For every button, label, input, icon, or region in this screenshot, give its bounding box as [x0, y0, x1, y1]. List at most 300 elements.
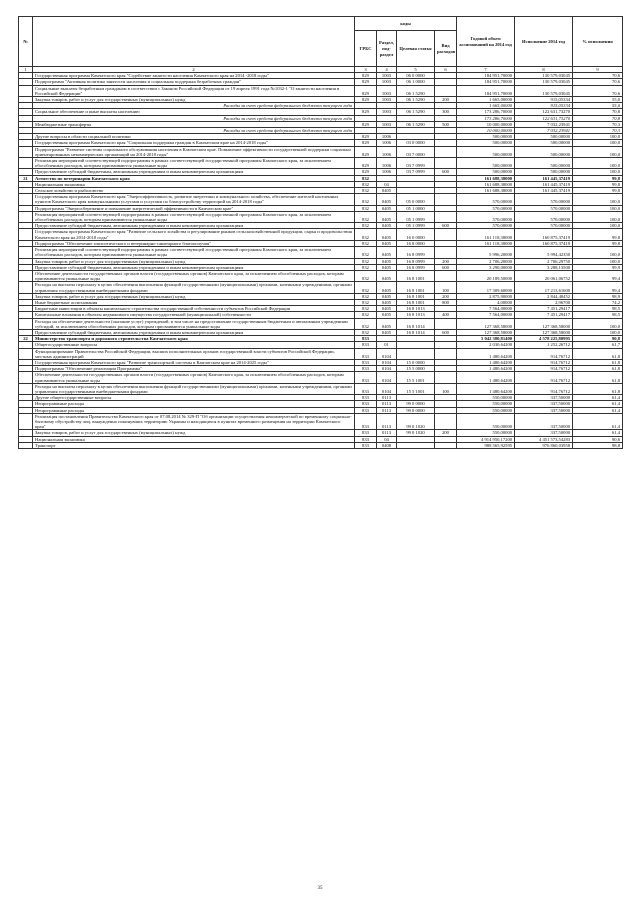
row-plan: 500,00000: [457, 140, 515, 146]
table-row: [19, 348, 623, 359]
row-exptype: 600: [435, 329, 457, 335]
row-grbs: 832: [355, 181, 377, 187]
row-name: Другие общегосударственные вопросы: [33, 395, 355, 401]
row-pct: 99,8: [573, 229, 623, 240]
row-grbs: 832: [355, 175, 377, 181]
row-exec: 2,96700: [515, 299, 573, 305]
row-name: Предоставление субсидий бюджетным, автономным учреждениям и иным некоммерческим организациям: [33, 223, 355, 229]
row-plan: 161 688,38000: [457, 181, 515, 187]
row-plan: 570,00000: [457, 194, 515, 205]
row-exec: 160 875,37419: [515, 229, 573, 240]
row-target: 03 0 0000: [397, 140, 435, 146]
row-plan: 161 118,38000: [457, 240, 515, 246]
row-pct: 98,5: [573, 306, 623, 312]
row-pct: 100,0: [573, 158, 623, 169]
row-exec: 130 579,03045: [515, 79, 573, 85]
row-name: Государственная программа Камчатского края "Развитие сельского хозяйства и регулирование рынков сельскохозяйственной продукции, сырья и продовольствия Камчатского края на 2014-2018 годы": [33, 229, 355, 240]
budget-table: [18, 16, 623, 449]
row-target: [397, 348, 435, 359]
row-grbs: 832: [355, 312, 377, 318]
row-name: Расходы на выплаты персоналу в целях обеспечения выполнения функций государственными (муниципальными) органами, казенными учреждениями, органами управления государственными внебюджетными фондами: [33, 383, 355, 394]
row-pct: 61,8: [573, 359, 623, 365]
row-exptype: 600: [435, 223, 457, 229]
row-section: 04: [377, 436, 397, 442]
row-plan: 4 914 950,17200: [457, 436, 515, 442]
row-target: 06 1 5290: [397, 97, 435, 103]
row-exec: 337,50000: [515, 413, 573, 430]
row-grbs: 833: [355, 336, 377, 342]
row-name: Расходы за счет средств федерального бюджета текущего года: [33, 115, 355, 121]
row-section: 1006: [377, 140, 397, 146]
row-pct: 100,0: [573, 318, 623, 329]
row-name: Предоставление субсидий бюджетным, автономным учреждениям и иным некоммерческим организациям: [33, 264, 355, 270]
row-exptype: 500: [435, 121, 457, 127]
row-pct: 100,0: [573, 329, 623, 335]
row-target: 03 7 0999: [397, 169, 435, 175]
row-grbs: 833: [355, 372, 377, 383]
row-name: Общегосударственные вопросы: [33, 342, 355, 348]
header-num: №: [19, 17, 33, 67]
row-plan: 500,00000: [457, 146, 515, 157]
row-plan: 127 368,58000: [457, 329, 515, 335]
row-section: 1006: [377, 158, 397, 169]
row-plan: 10 000,00000: [457, 121, 515, 127]
row-exec: 160 875,37419: [515, 240, 573, 246]
row-pct: 70,3: [573, 128, 623, 134]
row-exec: 914,76712: [515, 366, 573, 372]
row-plan: 1 665,00000: [457, 103, 515, 109]
row-num: [19, 194, 33, 205]
row-exptype: 800: [435, 299, 457, 305]
row-exec: 127 368,58000: [515, 329, 573, 335]
row-name: Закупка товаров, работ и услуг для государственных (муниципальных) нужд: [33, 293, 355, 299]
row-section: 0104: [377, 366, 397, 372]
row-exec: 7 032,23941: [515, 121, 573, 127]
page-number: 35: [317, 886, 323, 891]
row-exec: 914,76712: [515, 372, 573, 383]
row-name: Межбюджетные трансферты: [33, 121, 355, 127]
row-exec: 127 368,58000: [515, 318, 573, 329]
header-exec: Исполнение 2014 год: [515, 17, 573, 67]
row-target: 05 0 0000: [397, 194, 435, 205]
row-target: 16 8 0999: [397, 247, 435, 258]
row-grbs: 833: [355, 436, 377, 442]
row-section: 1003: [377, 121, 397, 127]
row-grbs: 833: [355, 407, 377, 413]
row-grbs: 829: [355, 169, 377, 175]
row-section: 4: [377, 67, 397, 73]
row-pct: 55,0: [573, 97, 623, 103]
row-exptype: 200: [435, 258, 457, 264]
row-pct: 99,8: [573, 240, 623, 246]
row-pct: 90,6: [573, 436, 623, 442]
row-target: 16 8 1001: [397, 282, 435, 293]
row-target: 06 1 5290: [397, 121, 435, 127]
row-section: 0405: [377, 318, 397, 329]
header-plan: Годовой объем ассигнований на 2014 год: [457, 17, 515, 67]
row-exec: 500,00000: [515, 158, 573, 169]
row-grbs: 833: [355, 342, 377, 348]
header-section: Раздел, под-раздел: [377, 31, 397, 67]
row-pct: 70,8: [573, 115, 623, 121]
row-plan: 161 688,38000: [457, 175, 515, 181]
row-num: 1: [19, 67, 33, 73]
row-target: 99 0 0000: [397, 407, 435, 413]
row-pct: 99,8: [573, 175, 623, 181]
row-exec: 17 213,61600: [515, 282, 573, 293]
table-row: [19, 211, 623, 222]
row-pct: 61,8: [573, 372, 623, 383]
row-plan: 988 565,92595: [457, 442, 515, 448]
row-section: 0405: [377, 258, 397, 264]
row-target: 15 5 1001: [397, 372, 435, 383]
row-plan: 161 688,38000: [457, 188, 515, 194]
row-target: 06 1 5290: [397, 85, 435, 96]
row-plan: 5 042 380,81400: [457, 336, 515, 342]
row-exec: 161 445,37419: [515, 181, 573, 187]
row-target: 06 0 0000: [397, 73, 435, 79]
row-plan: 184 951,70000: [457, 85, 515, 96]
row-section: 0405: [377, 247, 397, 258]
row-exptype: [435, 270, 457, 281]
row-pct: 61,4: [573, 407, 623, 413]
row-name: Предоставление субсидий бюджетным, автономным учреждениям и иным некоммерческим организациям: [33, 169, 355, 175]
row-plan: 3 290,00000: [457, 264, 515, 270]
row-exec: 915,05334: [515, 97, 573, 103]
row-pct: 100,0: [573, 169, 623, 175]
row-name: Подпрограмма "Активная политика занятости населения и социальная поддержка безработных граждан": [33, 79, 355, 85]
row-plan: 1 480,64200: [457, 383, 515, 394]
row-exptype: [435, 85, 457, 96]
row-plan: 5 996,20000: [457, 247, 515, 258]
row-target: 16 8 1014: [397, 318, 435, 329]
row-plan: 570,00000: [457, 211, 515, 222]
row-name: Государственная программа Камчатского края "Энергоэффективность, развитие энергетики и коммунального хозяйства, обеспечение жителей населенных пунктов Камчатского края коммунальными услугами и услугами по благоустройству территорий на 2014-2018 годы": [33, 194, 355, 205]
row-pct: 98,9: [573, 293, 623, 299]
row-grbs: 832: [355, 194, 377, 205]
row-section: 0405: [377, 211, 397, 222]
row-grbs: 832: [355, 229, 377, 240]
row-exec: 337,50000: [515, 407, 573, 413]
row-plan: 184 951,70000: [457, 73, 515, 79]
row-exec: 570,00000: [515, 211, 573, 222]
row-exec: 337,50000: [515, 430, 573, 436]
row-name: Реализация мероприятий соответствующей подпрограммы в рамках соответствующей государственной программы Камчатского края, за исключением обособленных расходов, которым присваиваются уникальные коды: [33, 247, 355, 258]
row-exec: 500,00000: [515, 140, 573, 146]
row-grbs: 832: [355, 282, 377, 293]
table-row: [19, 372, 623, 383]
row-name: Национальная экономика: [33, 181, 355, 187]
row-plan: 161 118,38000: [457, 229, 515, 240]
row-num: [19, 270, 33, 281]
row-pct: 100,0: [573, 205, 623, 211]
table-row: [19, 270, 623, 281]
row-name: Закупка товаров, работ и услуг для государственных (муниципальных) нужд: [33, 430, 355, 436]
row-pct: 100,0: [573, 194, 623, 205]
row-plan: 173 286,70000: [457, 115, 515, 121]
row-num: [19, 442, 33, 448]
row-grbs: 832: [355, 329, 377, 335]
row-grbs: 833: [355, 430, 377, 436]
row-pct: 100,0: [573, 140, 623, 146]
row-exptype: 200: [435, 293, 457, 299]
row-grbs: 833: [355, 401, 377, 407]
row-grbs: 832: [355, 299, 377, 305]
row-section: 0405: [377, 329, 397, 335]
row-num: [19, 146, 33, 157]
row-pct: 74,2: [573, 299, 623, 305]
row-grbs: 832: [355, 270, 377, 281]
row-num: [19, 318, 33, 329]
row-grbs: 832: [355, 306, 377, 312]
row-target: 16 8 0999: [397, 258, 435, 264]
row-exec: 914,76712: [515, 348, 573, 359]
row-section: 1006: [377, 134, 397, 140]
row-pct: 99,4: [573, 282, 623, 293]
row-plan: 10 000,00000: [457, 128, 515, 134]
row-target: 16 8 0000: [397, 240, 435, 246]
row-target: 99 0 1020: [397, 430, 435, 436]
row-exec: 570,00000: [515, 223, 573, 229]
row-pct: 100,0: [573, 134, 623, 140]
row-plan: 550,00000: [457, 401, 515, 407]
row-exec: 161 445,37419: [515, 188, 573, 194]
header-name: [33, 17, 355, 67]
row-grbs: 832: [355, 264, 377, 270]
row-section: 1006: [377, 146, 397, 157]
row-name: Бюджетные инвестиции в объекты капитального строительства государственной собственности субъектов Российской Федерации: [33, 306, 355, 312]
row-exptype: [435, 348, 457, 359]
row-exptype: 100: [435, 282, 457, 293]
row-exec: 914,76712: [515, 383, 573, 394]
row-exptype: 200: [435, 430, 457, 436]
row-num: [19, 282, 33, 293]
row-plan: 2 875,90000: [457, 293, 515, 299]
row-name: Подпрограмма "Энергосбережение и повышение энергетической эффективности в Камчатском крае": [33, 205, 355, 211]
row-name: Социальные выплаты безработным гражданам в соответствии с Законом Российской Федерации от 19 апреля 1991 года №1032-1 "О занятости населения в Российской Федерации": [33, 85, 355, 96]
row-exec: 914,76712: [515, 359, 573, 365]
row-exec: 2 706,29750: [515, 258, 573, 264]
row-section: 0104: [377, 348, 397, 359]
row-section: 0405: [377, 293, 397, 299]
row-name: Иные бюджетные ассигнования: [33, 299, 355, 305]
table-row: [19, 413, 623, 430]
row-plan: 7 564,00000: [457, 312, 515, 318]
row-grbs: 833: [355, 359, 377, 365]
row-target: 99 0 0000: [397, 401, 435, 407]
row-section: 0113: [377, 395, 397, 401]
row-section: 0405: [377, 299, 397, 305]
row-section: 01: [377, 342, 397, 348]
row-name: Государственная программа Камчатского края "Социальная поддержка граждан в Камчатском крае на 2014-2018 годы": [33, 140, 355, 146]
row-name: Закупка товаров, работ и услуг для государственных (муниципальных) нужд: [33, 258, 355, 264]
row-pct: 61,7: [573, 342, 623, 348]
row-plan: 570,00000: [457, 205, 515, 211]
row-section: 0405: [377, 312, 397, 318]
row-num: 22: [19, 336, 33, 342]
row-section: 0113: [377, 401, 397, 407]
row-name: Реализация мероприятий соответствующей подпрограммы в рамках соответствующей государственной программы Камчатского края, за исключением обособленных расходов, которым присваиваются уникальные коды: [33, 211, 355, 222]
row-grbs: 829: [355, 140, 377, 146]
row-target: 16 8 1001: [397, 299, 435, 305]
row-exptype: 600: [435, 264, 457, 270]
row-exec: 122 631,73270: [515, 109, 573, 115]
row-num: [19, 383, 33, 394]
row-section: 0113: [377, 407, 397, 413]
row-grbs: 833: [355, 395, 377, 401]
row-plan: 1 480,64200: [457, 348, 515, 359]
row-grbs: 832: [355, 223, 377, 229]
row-section: 0405: [377, 205, 397, 211]
row-plan: 20 189,50000: [457, 270, 515, 281]
row-plan: 17 309,60000: [457, 282, 515, 293]
row-grbs: 833: [355, 442, 377, 448]
row-exec: 4 451 573,54283: [515, 436, 573, 442]
row-section: 0405: [377, 223, 397, 229]
row-name: Социальное обеспечение и иные выплаты населению: [33, 109, 355, 115]
row-target: 16 8 1014: [397, 329, 435, 335]
row-grbs: 833: [355, 413, 377, 430]
row-exptype: [435, 413, 457, 430]
row-pct: 99,8: [573, 181, 623, 187]
row-section: 04: [377, 181, 397, 187]
table-row: [19, 383, 623, 394]
row-target: 16 8 1001: [397, 270, 435, 281]
row-section: 1003: [377, 73, 397, 79]
row-name: Подпрограмма "Обеспечение реализации Программы": [33, 366, 355, 372]
row-num: [19, 247, 33, 258]
row-grbs: 832: [355, 205, 377, 211]
row-grbs: 832: [355, 211, 377, 222]
row-pct: 98,8: [573, 442, 623, 448]
row-name: Реализация мероприятий соответствующей подпрограммы в рамках соответствующей государственной программы Камчатского края, за исключением обособленных расходов, которым присваиваются уникальные коды: [33, 158, 355, 169]
row-section: 0113: [377, 430, 397, 436]
row-section: 1006: [377, 169, 397, 175]
table-row: [19, 194, 623, 205]
row-exptype: 300: [435, 109, 457, 115]
row-target: 5: [397, 67, 435, 73]
row-pct: 70,6: [573, 79, 623, 85]
row-exec: 7 032,23941: [515, 128, 573, 134]
row-exec: 7 451,29417: [515, 312, 573, 318]
row-pct: 100,0: [573, 247, 623, 258]
row-exptype: 200: [435, 97, 457, 103]
row-section: 0405: [377, 306, 397, 312]
row-target: 15 0 0000: [397, 359, 435, 365]
row-target: 03 7 0000: [397, 146, 435, 157]
row-exptype: 100: [435, 383, 457, 394]
row-name: Предоставление субсидий бюджетным, автономным учреждениям и иным некоммерческим организациям: [33, 329, 355, 335]
row-pct: 61,8: [573, 348, 623, 359]
row-grbs: 832: [355, 293, 377, 299]
row-pct: 70,6: [573, 85, 623, 96]
row-num: [19, 413, 33, 430]
row-name: Другие вопросы в области социальной политики: [33, 134, 355, 140]
row-plan: 184 951,70000: [457, 79, 515, 85]
table-row: [19, 158, 623, 169]
row-exec: 20 061,06752: [515, 270, 573, 281]
row-target: 16 8 1013: [397, 312, 435, 318]
row-exptype: [435, 158, 457, 169]
row-target: 06 1 0000: [397, 79, 435, 85]
row-name: Расходы за счет средств федерального бюджета текущего года: [33, 103, 355, 109]
row-exec: 130 579,03045: [515, 85, 573, 96]
row-exec: 130 579,03045: [515, 73, 573, 79]
table-row: [19, 442, 623, 448]
row-exec: 161 445,37419: [515, 175, 573, 181]
row-pct: 9: [573, 67, 623, 73]
row-name: Сельское хозяйство и рыболовство: [33, 188, 355, 194]
row-pct: 61,4: [573, 413, 623, 430]
row-pct: 100,0: [573, 211, 623, 222]
row-section: 1003: [377, 85, 397, 96]
row-plan: 500,00000: [457, 134, 515, 140]
row-grbs: 829: [355, 73, 377, 79]
row-exptype: [435, 247, 457, 258]
row-name: Функционирование Правительства Российской Федерации, высших исполнительных органов государственной власти субъектов Российской Федерации, местных администраций: [33, 348, 355, 359]
row-name: Непрограммные расходы: [33, 401, 355, 407]
row-plan: 7: [457, 67, 515, 73]
row-target: 16 0 0000: [397, 229, 435, 240]
table-row: [19, 85, 623, 96]
header-grbs: ГРБС: [355, 31, 377, 67]
row-name: Обеспечение деятельности государственных органов власти (государственных органов) Камчатского края, за исключением обособленных расходов, которым присваиваются уникальные коды: [33, 270, 355, 281]
row-grbs: 829: [355, 121, 377, 127]
row-exptype: [435, 194, 457, 205]
row-name: Расходы на выплаты персоналу в целях обеспечения выполнения функций государственными (муниципальными) органами, казенными учреждениями, органами управления государственными внебюджетными фондами: [33, 282, 355, 293]
row-grbs: 829: [355, 85, 377, 96]
row-name: Закупка товаров, работ и услуг для государственных (муниципальных) нужд: [33, 97, 355, 103]
table-row: [19, 318, 623, 329]
row-exptype: [435, 146, 457, 157]
row-grbs: 3: [355, 67, 377, 73]
row-exptype: [435, 372, 457, 383]
row-exptype: [435, 318, 457, 329]
row-name: Обеспечение деятельности государственных органов власти (государственных органов) Камчатского края, за исключением обособленных расходов, которым присваиваются уникальные коды: [33, 372, 355, 383]
row-section: 0405: [377, 194, 397, 205]
row-plan: 2 030,64200: [457, 342, 515, 348]
row-target: 15 5 1001: [397, 383, 435, 394]
row-pct: 99,8: [573, 188, 623, 194]
row-name: Министерство транспорта и дорожного строительства Камчатского края: [33, 336, 355, 342]
row-plan: 500,00000: [457, 169, 515, 175]
row-plan: 570,00000: [457, 223, 515, 229]
row-grbs: 832: [355, 240, 377, 246]
row-exec: 976 860,03958: [515, 442, 573, 448]
row-section: 0405: [377, 188, 397, 194]
row-pct: 98,5: [573, 312, 623, 318]
row-exec: 2 844,48452: [515, 293, 573, 299]
row-pct: 70,8: [573, 109, 623, 115]
row-name: Подпрограмма "Обеспечение эпизоотического и ветеринарно-санитарного благополучия": [33, 240, 355, 246]
row-num: 21: [19, 175, 33, 181]
row-exec: 570,00000: [515, 194, 573, 205]
row-section: 0405: [377, 240, 397, 246]
row-target: 16 8 1001: [397, 293, 435, 299]
row-name: Подпрограмма "Развитие системы социального обслуживания населения в Камчатском крае. Повышение эффективности государственной поддержки социально ориентированных некоммерческих организаций на 2014-2018 годы": [33, 146, 355, 157]
row-exec: 570,00000: [515, 205, 573, 211]
header-pct: % исполнения: [573, 17, 623, 67]
row-name: Непрограммные расходы: [33, 407, 355, 413]
row-exec: 500,00000: [515, 169, 573, 175]
row-pct: 70,6: [573, 73, 623, 79]
row-plan: 1 480,64200: [457, 372, 515, 383]
header-target: Целевая статья: [397, 31, 435, 67]
row-grbs: 832: [355, 258, 377, 264]
row-exec: 5 994,42350: [515, 247, 573, 258]
row-exec: 3 288,13500: [515, 264, 573, 270]
row-plan: 550,00000: [457, 407, 515, 413]
